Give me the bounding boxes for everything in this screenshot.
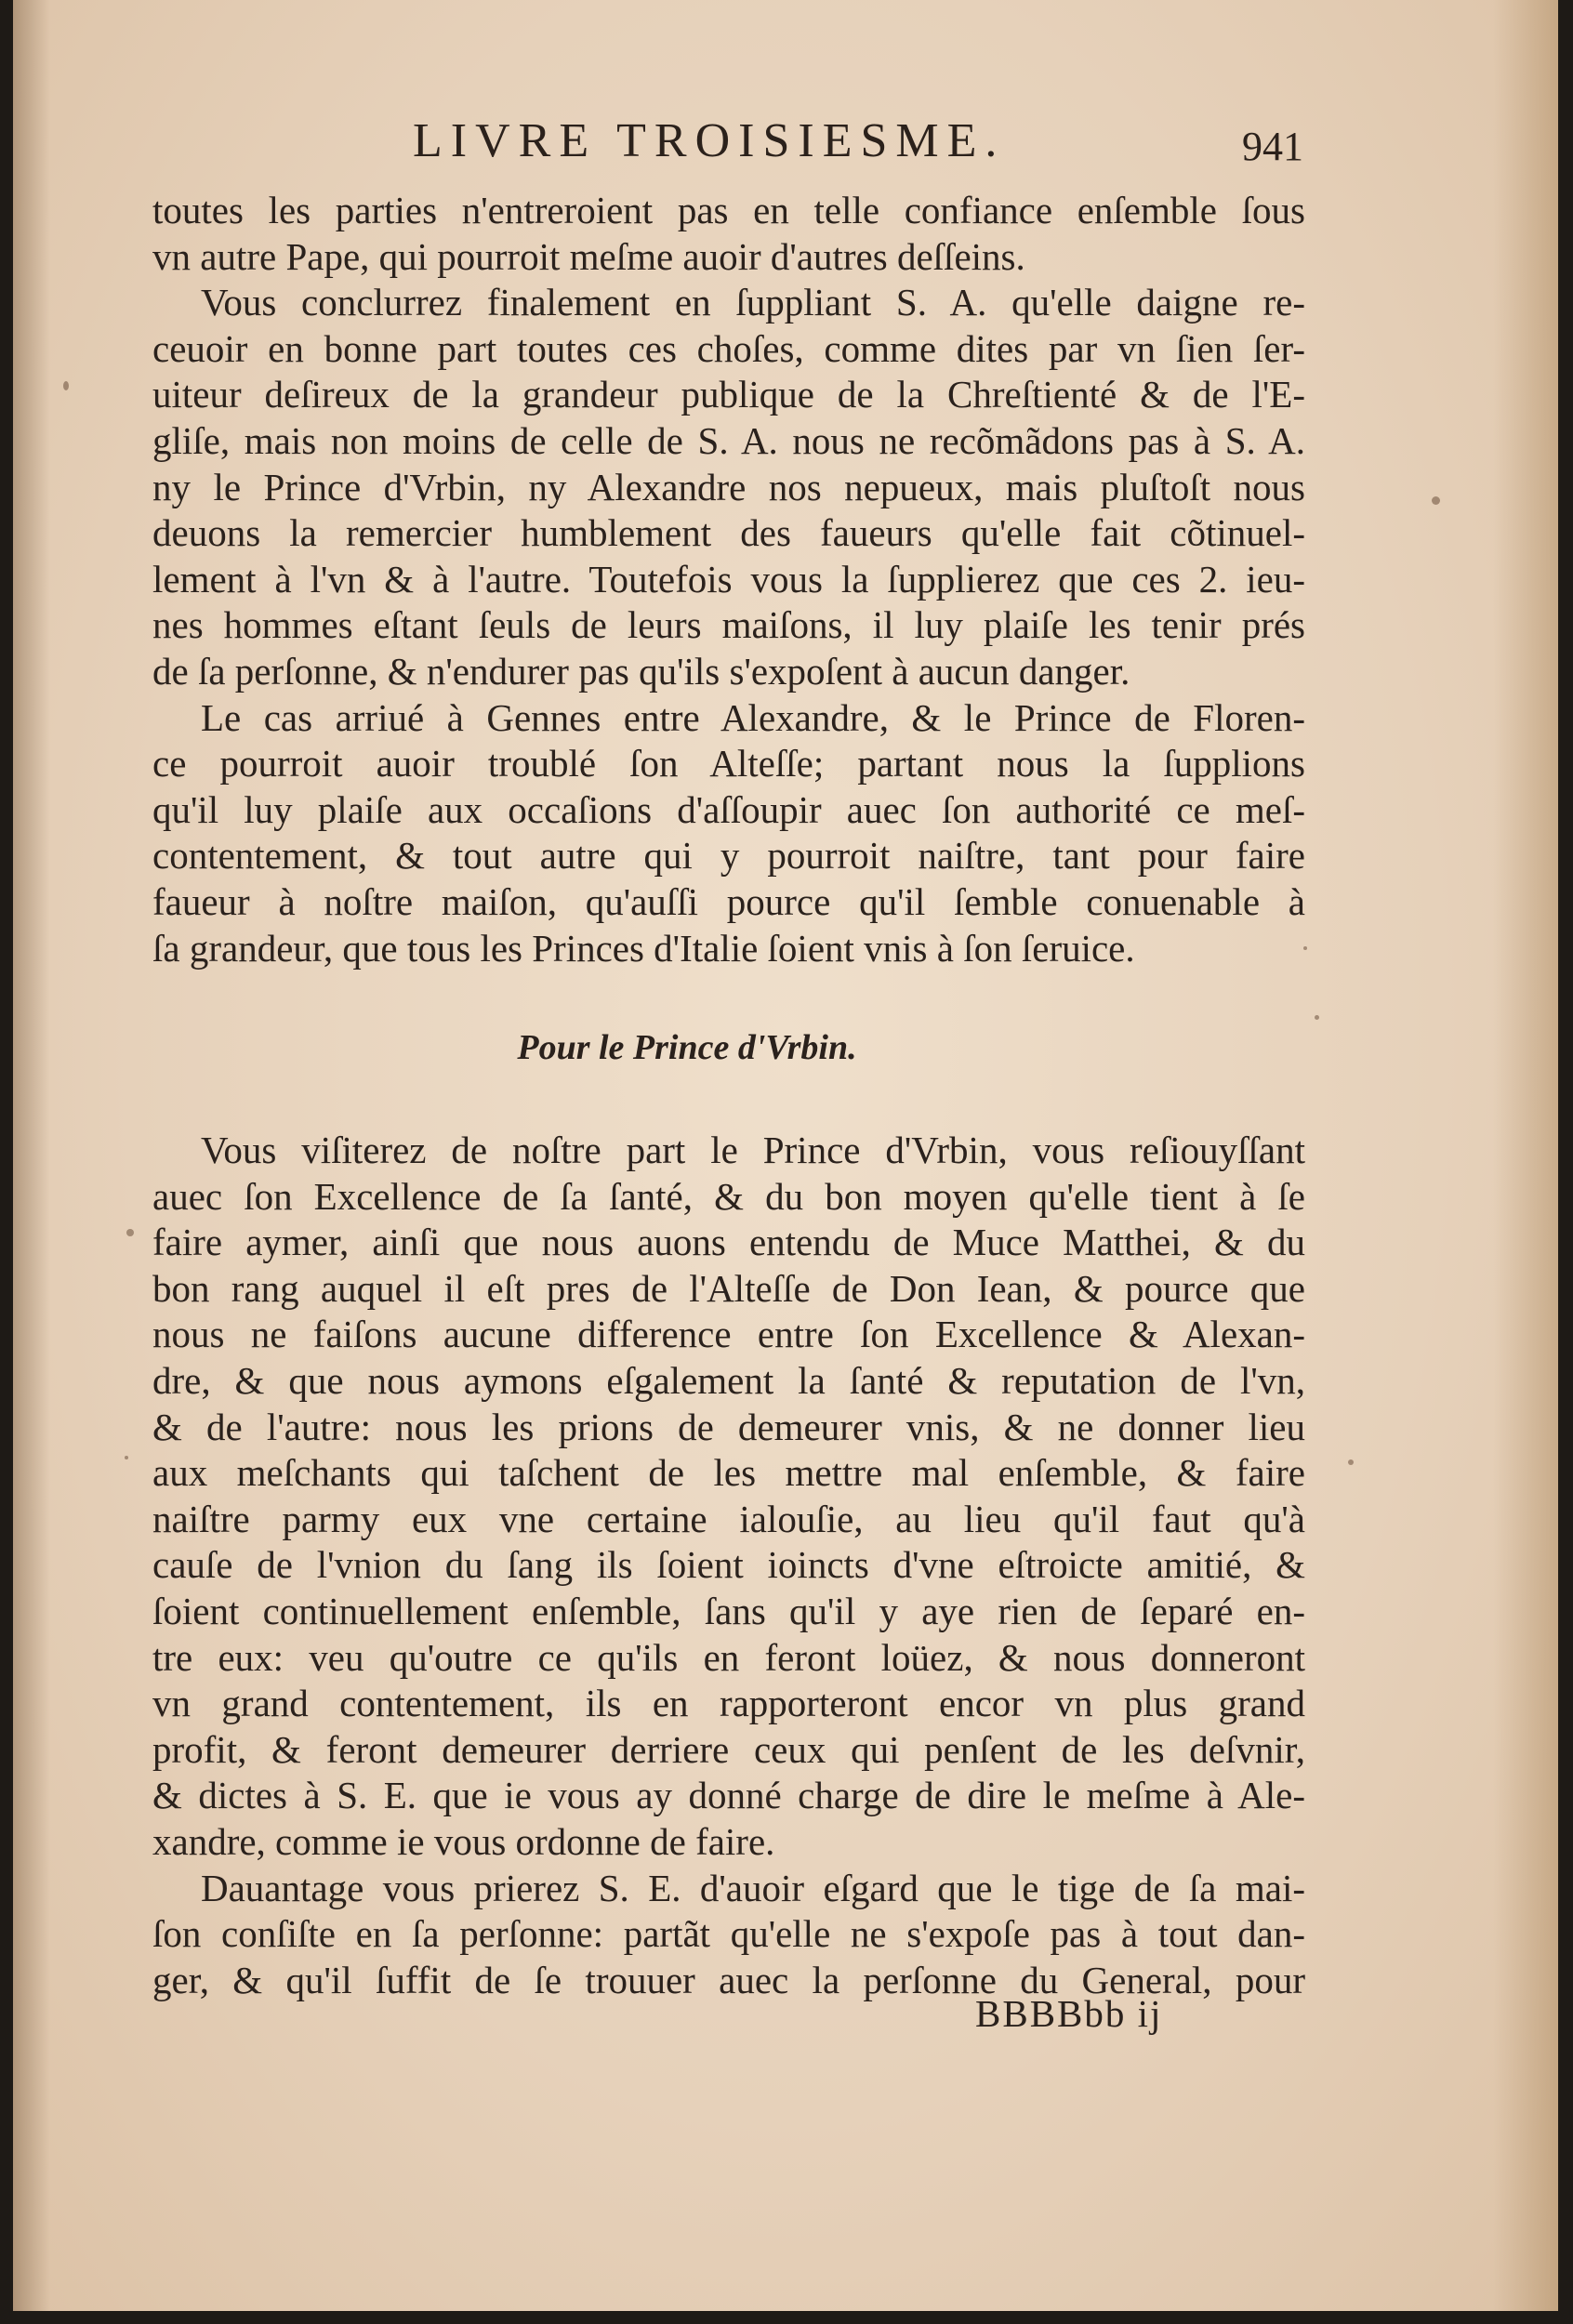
paragraph xyxy=(152,1128,1305,1866)
paper-speck xyxy=(125,1456,128,1459)
text-line: ſon conſiſte en ſa perſonne: partãt qu'elle ne s'expoſe pas à tout dan- xyxy=(152,1912,1305,1956)
text-line: & dictes à S. E. que ie vous ay donné charge de dire le meſme à Ale- xyxy=(152,1774,1305,1817)
text-line: tre eux: veu qu'outre ce qu'ils en feront loüez, & nous donneront xyxy=(152,1635,1305,1679)
text-line: cauſe de l'vnion du ſang ils ſoient ioincts d'vne eſtroicte amitié, & xyxy=(152,1543,1305,1587)
text-line: ger, & qu'il ſuffit de ſe trouuer auec la perſonne du General, pour xyxy=(152,1958,1305,2001)
text-line: vn grand contentement, ils en rapporteront encor vn plus grand xyxy=(152,1682,1305,1725)
text-line: profit, & feront demeurer derriere ceux qui penſent de les deſvnir, xyxy=(152,1727,1305,1771)
page-number: 941 xyxy=(1242,124,1303,169)
text-line: faire aymer, ainſi que nous auons entendu de Muce Matthei, & du xyxy=(152,1221,1305,1264)
text-line: aux meſchants qui taſchent de les mettre mal enſemble, & faire xyxy=(152,1451,1305,1495)
paragraph xyxy=(152,1866,1305,2004)
text-line: faueur à noſtre maiſon, qu'auſſi pource qu'il ſemble conuenable à xyxy=(152,879,1305,923)
paragraph xyxy=(152,280,1305,694)
text-line: uiteur deſireux de la grandeur publique de la Chreſtienté & de l'E- xyxy=(152,373,1305,416)
text-line: Vous conclurrez finalement en ſuppliant S. A. qu'elle daigne re- xyxy=(201,281,1305,324)
text-line: qu'il luy plaiſe aux occaſions d'aſſoupir auec ſon authorité ce meſ- xyxy=(152,787,1305,831)
text-line: naiſtre parmy eux vne certaine ialouſie, au lieu qu'il faut qu'à xyxy=(152,1497,1305,1540)
text-line: gliſe, mais non moins de celle de S. A. nous ne recõmãdons pas à S. A. xyxy=(152,418,1305,462)
text-line: Dauantage vous prierez S. E. d'auoir eſgard que le tige de ſa mai- xyxy=(201,1866,1305,1909)
text-line: vn autre Pape, qui pourroit meſme auoir d'autres deſſeins. xyxy=(152,234,1025,278)
text-line: nous ne faiſons aucune difference entre ſon Excellence & Alexan- xyxy=(152,1313,1305,1356)
text-line: dre, & que nous aymons eſgalement la ſanté & reputation de l'vn, xyxy=(152,1359,1305,1403)
text-line: deuons la remercier humblement des faueurs qu'elle fait cõtinuel- xyxy=(152,511,1305,555)
text-line: ce pourroit auoir troublé ſon Alteſſe; partant nous la ſupplions xyxy=(152,742,1305,786)
paper-speck xyxy=(1432,496,1440,505)
text-line: Vous viſiterez de noſtre part le Prince d'Vrbin, vous reſiouyſſant xyxy=(201,1129,1305,1172)
text-line: ſoient continuellement enſemble, ſans qu'il y aye rien de ſeparé en- xyxy=(152,1590,1305,1633)
text-line: toutes les parties n'entreroient pas en telle confiance enſemble ſous xyxy=(152,189,1305,231)
text-line: de ſa perſonne, & n'endurer pas qu'ils s'expoſent à aucun danger. xyxy=(152,649,1130,693)
paper-speck xyxy=(1315,1015,1319,1020)
paper-speck xyxy=(63,381,69,390)
paper-speck xyxy=(1348,1459,1354,1465)
signature-mark: BBBBbb ij xyxy=(975,1992,1163,2035)
text-line: nes hommes eſtant ſeuls de leurs maiſons, il luy plaiſe les tenir prés xyxy=(152,603,1305,647)
text-line: bon rang auquel il eſt pres de l'Alteſſe de Don Iean, & pource que xyxy=(152,1266,1305,1310)
text-line: ny le Prince d'Vrbin, ny Alexandre nos nepueux, mais pluſtoſt nous xyxy=(152,465,1305,508)
paragraph-continuation xyxy=(152,188,1305,280)
text-line: & de l'autre: nous les prions de demeurer vnis, & ne donner lieu xyxy=(152,1405,1305,1448)
text-line: Le cas arriué à Gennes entre Alexandre, & le Prince de Floren- xyxy=(201,695,1305,739)
text-line: xandre, comme ie vous ordonne de faire. xyxy=(152,1820,775,1863)
text-line: contentement, & tout autre qui y pourroit naiſtre, tant pour faire xyxy=(152,834,1305,878)
text-line: lement à l'vn & à l'autre. Toutefois vous la ſupplierez que ces 2. ieu- xyxy=(152,557,1305,601)
book-page xyxy=(13,0,1558,2311)
paper-speck xyxy=(126,1229,134,1236)
text-line: auec ſon Excellence de ſa ſanté, & du bon moyen qu'elle tient à ſe xyxy=(152,1174,1305,1218)
text-line: ſa grandeur, que tous les Princes d'Italie ſoient vnis à ſon ſeruice. xyxy=(152,926,1135,970)
text-line: ceuoir en bonne part toutes ces choſes, comme dites par vn ſien ſer- xyxy=(152,326,1305,370)
body-text xyxy=(152,188,1305,2003)
paragraph xyxy=(152,695,1305,972)
section-heading: Pour le Prince d'Vrbin. xyxy=(517,1028,857,1068)
running-title: LIVRE TROISIESME. xyxy=(413,114,1006,167)
paper-speck xyxy=(1303,946,1307,950)
